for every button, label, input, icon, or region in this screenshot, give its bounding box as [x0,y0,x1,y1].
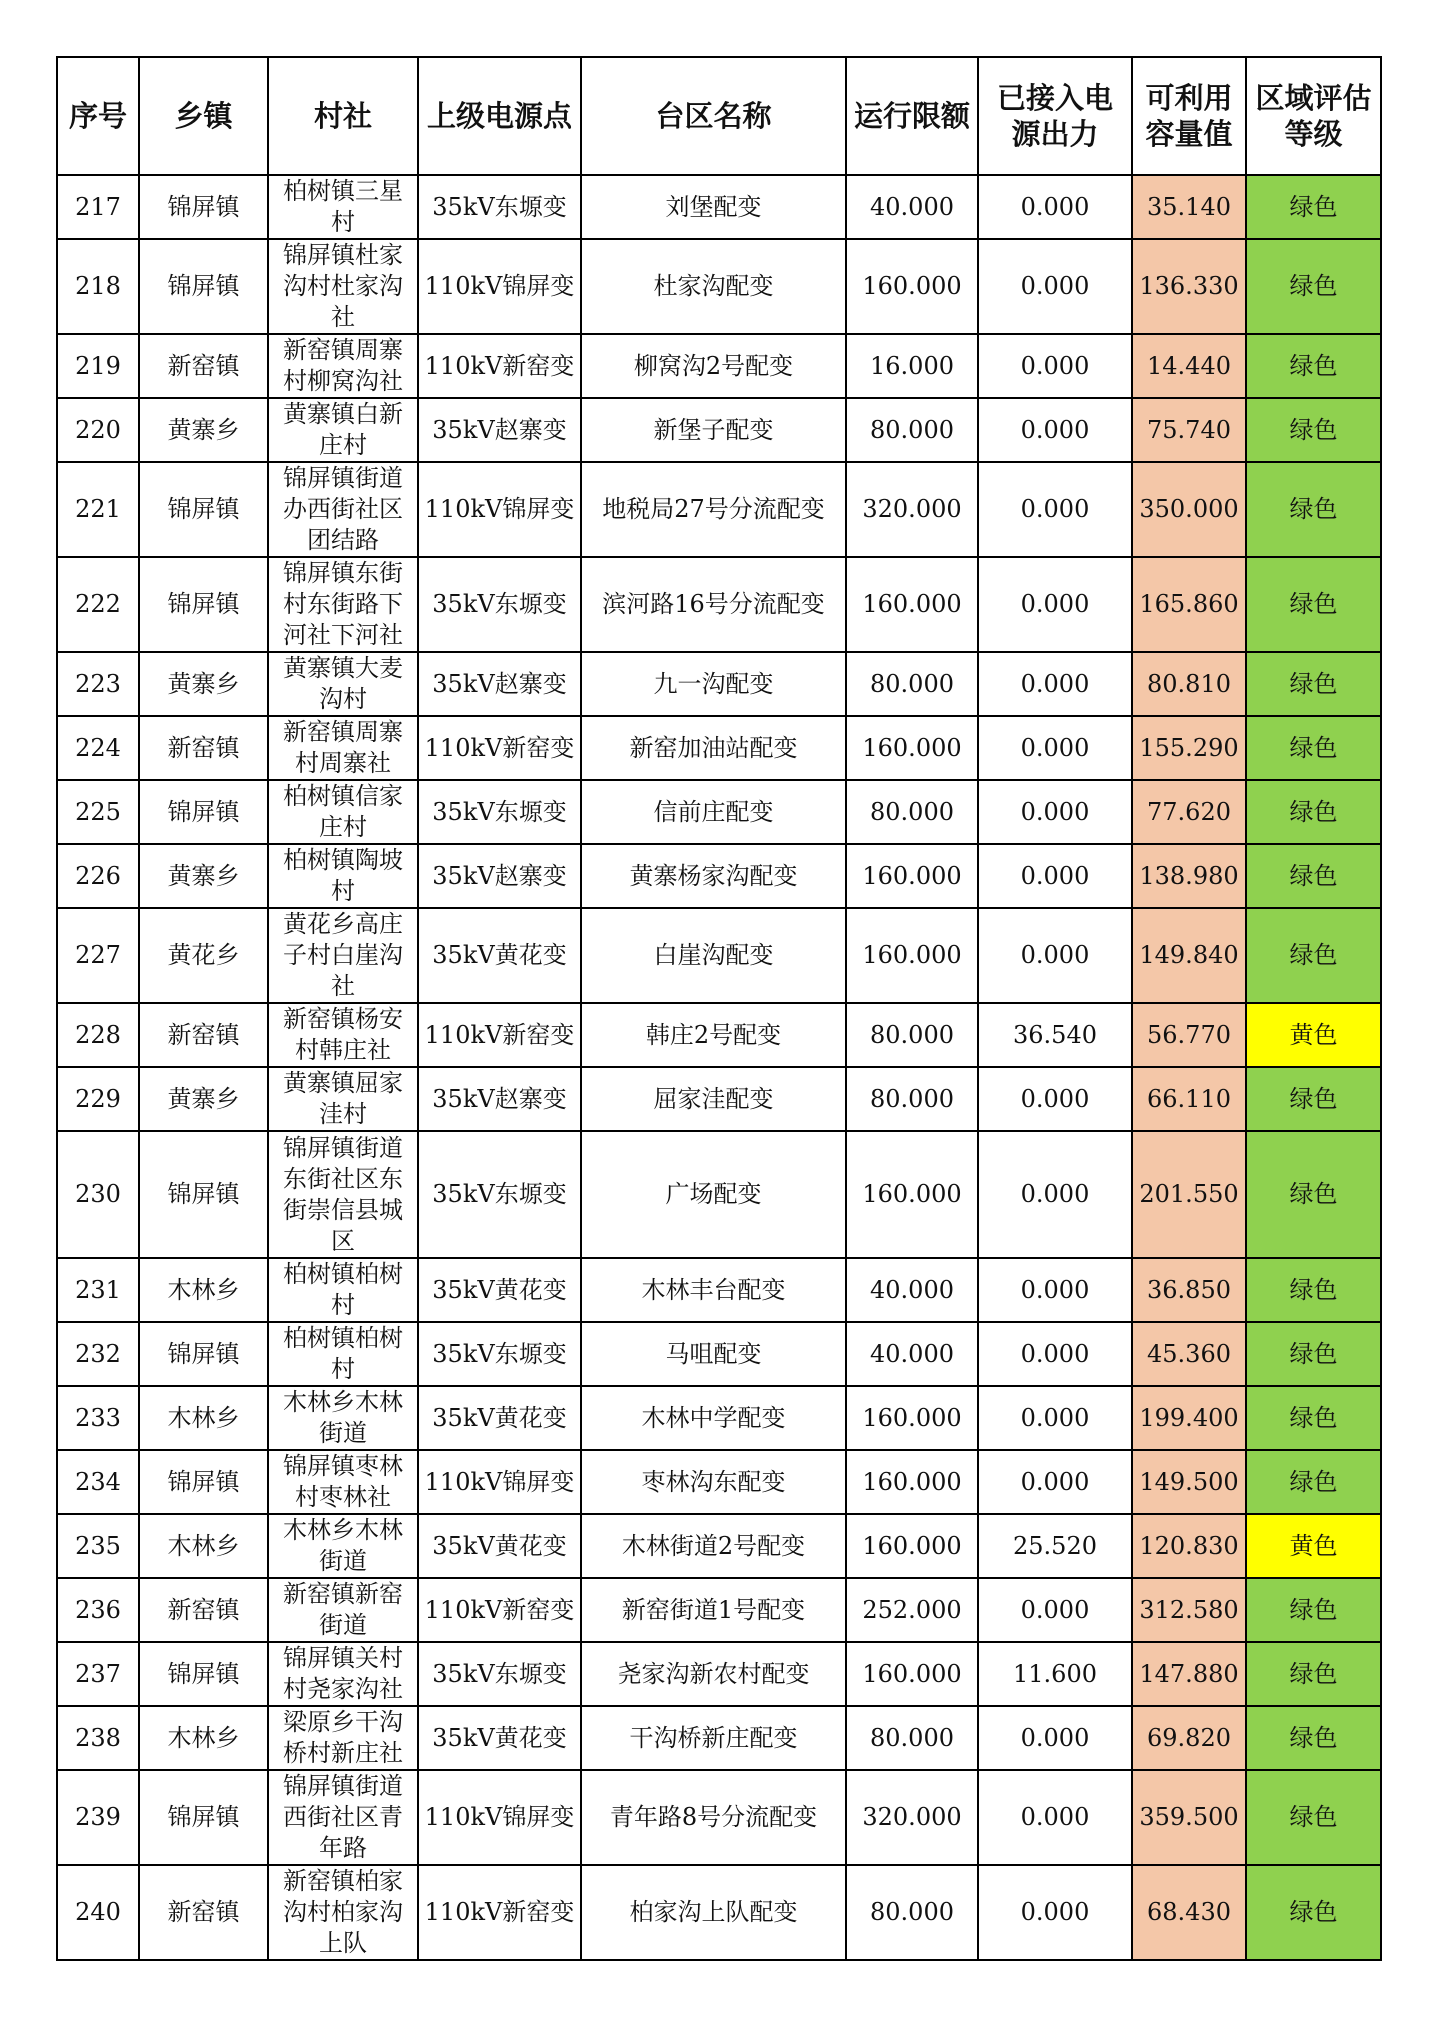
town-cell: 锦屏镇 [139,239,268,334]
header-grade: 区域评估等级 [1246,57,1381,175]
limit-cell: 160.000 [846,1386,978,1450]
source-cell: 35kV东塬变 [418,1131,581,1258]
source-cell: 35kV赵寨变 [418,398,581,462]
grade-cell: 绿色 [1246,557,1381,652]
area-name-cell: 新堡子配变 [581,398,846,462]
table-row [57,1865,1381,1960]
row-number: 225 [57,780,139,844]
town-cell: 新窑镇 [139,1003,268,1067]
output-cell: 0.000 [978,1450,1132,1514]
limit-cell: 40.000 [846,1258,978,1322]
source-cell: 35kV黄花变 [418,1386,581,1450]
table-row [57,780,1381,844]
limit-cell: 320.000 [846,1770,978,1865]
output-cell: 0.000 [978,716,1132,780]
capacity-cell: 199.400 [1132,1386,1246,1450]
village-cell: 锦屏镇枣林村枣林社 [268,1450,418,1514]
table-row [57,1450,1381,1514]
row-number: 230 [57,1131,139,1258]
row-number: 217 [57,175,139,239]
source-cell: 35kV赵寨变 [418,1067,581,1131]
source-cell: 110kV新窑变 [418,1003,581,1067]
output-cell: 0.000 [978,1258,1132,1322]
area-name-cell: 青年路8号分流配变 [581,1770,846,1865]
village-cell: 黄寨镇屈家洼村 [268,1067,418,1131]
area-name-cell: 黄寨杨家沟配变 [581,844,846,908]
village-cell: 锦屏镇街道办西街社区团结路 [268,462,418,557]
village-cell: 柏树镇柏树村 [268,1258,418,1322]
limit-cell: 160.000 [846,239,978,334]
area-name-cell: 枣林沟东配变 [581,1450,846,1514]
area-name-cell: 柳窝沟2号配变 [581,334,846,398]
limit-cell: 160.000 [846,844,978,908]
grade-cell: 绿色 [1246,1770,1381,1865]
town-cell: 新窑镇 [139,334,268,398]
limit-cell: 160.000 [846,1642,978,1706]
output-cell: 0.000 [978,175,1132,239]
capacity-table [56,56,1382,1961]
grade-cell: 绿色 [1246,1578,1381,1642]
table-row [57,1258,1381,1322]
grade-cell: 绿色 [1246,239,1381,334]
grade-cell: 绿色 [1246,175,1381,239]
table-row [57,334,1381,398]
header-source: 上级电源点 [418,57,581,175]
grade-cell: 绿色 [1246,462,1381,557]
village-cell: 新窑镇新窑街道 [268,1578,418,1642]
grade-cell: 绿色 [1246,1131,1381,1258]
capacity-cell: 165.860 [1132,557,1246,652]
source-cell: 110kV锦屏变 [418,1450,581,1514]
source-cell: 35kV东塬变 [418,175,581,239]
source-cell: 110kV锦屏变 [418,1770,581,1865]
output-cell: 0.000 [978,1386,1132,1450]
table-row [57,462,1381,557]
source-cell: 35kV东塬变 [418,557,581,652]
row-number: 235 [57,1514,139,1578]
town-cell: 木林乡 [139,1514,268,1578]
table-row [57,1131,1381,1258]
table-row [57,1386,1381,1450]
area-name-cell: 九一沟配变 [581,652,846,716]
town-cell: 锦屏镇 [139,462,268,557]
limit-cell: 320.000 [846,462,978,557]
grade-cell: 黄色 [1246,1514,1381,1578]
town-cell: 锦屏镇 [139,557,268,652]
header-row [57,57,1381,175]
limit-cell: 80.000 [846,1706,978,1770]
source-cell: 110kV锦屏变 [418,462,581,557]
grade-cell: 黄色 [1246,1003,1381,1067]
row-number: 236 [57,1578,139,1642]
capacity-cell: 201.550 [1132,1131,1246,1258]
grade-cell: 绿色 [1246,716,1381,780]
source-cell: 35kV黄花变 [418,1514,581,1578]
row-number: 219 [57,334,139,398]
table-row [57,844,1381,908]
output-cell: 0.000 [978,1865,1132,1960]
row-number: 232 [57,1322,139,1386]
capacity-cell: 155.290 [1132,716,1246,780]
limit-cell: 160.000 [846,1514,978,1578]
row-number: 229 [57,1067,139,1131]
capacity-cell: 147.880 [1132,1642,1246,1706]
limit-cell: 80.000 [846,780,978,844]
header-limit: 运行限额 [846,57,978,175]
town-cell: 新窑镇 [139,716,268,780]
area-name-cell: 新窑街道1号配变 [581,1578,846,1642]
grade-cell: 绿色 [1246,398,1381,462]
table-row [57,1322,1381,1386]
limit-cell: 80.000 [846,398,978,462]
village-cell: 黄寨镇白新庄村 [268,398,418,462]
source-cell: 35kV东塬变 [418,1642,581,1706]
row-number: 240 [57,1865,139,1960]
limit-cell: 40.000 [846,1322,978,1386]
header-village: 村社 [268,57,418,175]
header-output: 已接入电源出力 [978,57,1132,175]
header-capacity: 可利用容量值 [1132,57,1246,175]
limit-cell: 80.000 [846,652,978,716]
table-row [57,908,1381,1003]
limit-cell: 252.000 [846,1578,978,1642]
table-row [57,716,1381,780]
limit-cell: 160.000 [846,1450,978,1514]
output-cell: 0.000 [978,780,1132,844]
source-cell: 110kV新窑变 [418,1865,581,1960]
town-cell: 锦屏镇 [139,780,268,844]
capacity-cell: 75.740 [1132,398,1246,462]
row-number: 237 [57,1642,139,1706]
output-cell: 0.000 [978,398,1132,462]
table-row [57,239,1381,334]
town-cell: 锦屏镇 [139,1322,268,1386]
grade-cell: 绿色 [1246,1450,1381,1514]
area-name-cell: 白崖沟配变 [581,908,846,1003]
grade-cell: 绿色 [1246,780,1381,844]
capacity-cell: 36.850 [1132,1258,1246,1322]
output-cell: 0.000 [978,844,1132,908]
capacity-cell: 149.840 [1132,908,1246,1003]
capacity-cell: 56.770 [1132,1003,1246,1067]
capacity-cell: 35.140 [1132,175,1246,239]
source-cell: 35kV东塬变 [418,1322,581,1386]
capacity-cell: 136.330 [1132,239,1246,334]
table-row [57,1067,1381,1131]
table-row [57,652,1381,716]
grade-cell: 绿色 [1246,1067,1381,1131]
row-number: 221 [57,462,139,557]
capacity-cell: 138.980 [1132,844,1246,908]
village-cell: 锦屏镇关村村尧家沟社 [268,1642,418,1706]
capacity-cell: 77.620 [1132,780,1246,844]
village-cell: 木林乡木林街道 [268,1386,418,1450]
header-no: 序号 [57,57,139,175]
capacity-cell: 66.110 [1132,1067,1246,1131]
village-cell: 锦屏镇街道西街社区青年路 [268,1770,418,1865]
row-number: 218 [57,239,139,334]
capacity-cell: 45.360 [1132,1322,1246,1386]
output-cell: 0.000 [978,462,1132,557]
town-cell: 锦屏镇 [139,1450,268,1514]
town-cell: 新窑镇 [139,1865,268,1960]
grade-cell: 绿色 [1246,1642,1381,1706]
area-name-cell: 新窑加油站配变 [581,716,846,780]
limit-cell: 16.000 [846,334,978,398]
limit-cell: 80.000 [846,1003,978,1067]
village-cell: 锦屏镇街道东街社区东街崇信县城区 [268,1131,418,1258]
grade-cell: 绿色 [1246,1322,1381,1386]
capacity-cell: 149.500 [1132,1450,1246,1514]
village-cell: 木林乡木林街道 [268,1514,418,1578]
header-area: 台区名称 [581,57,846,175]
area-name-cell: 刘堡配变 [581,175,846,239]
source-cell: 35kV黄花变 [418,1706,581,1770]
area-name-cell: 韩庄2号配变 [581,1003,846,1067]
source-cell: 110kV锦屏变 [418,239,581,334]
source-cell: 35kV赵寨变 [418,652,581,716]
town-cell: 黄寨乡 [139,398,268,462]
limit-cell: 40.000 [846,175,978,239]
source-cell: 35kV黄花变 [418,1258,581,1322]
village-cell: 新窑镇周寨村柳窝沟社 [268,334,418,398]
table-row [57,398,1381,462]
area-name-cell: 滨河路16号分流配变 [581,557,846,652]
capacity-cell: 312.580 [1132,1578,1246,1642]
limit-cell: 160.000 [846,557,978,652]
area-name-cell: 杜家沟配变 [581,239,846,334]
village-cell: 黄花乡高庄子村白崖沟社 [268,908,418,1003]
village-cell: 新窑镇杨安村韩庄社 [268,1003,418,1067]
capacity-cell: 69.820 [1132,1706,1246,1770]
area-name-cell: 木林丰台配变 [581,1258,846,1322]
table-row [57,557,1381,652]
village-cell: 柏树镇三星村 [268,175,418,239]
village-cell: 新窑镇柏家沟村柏家沟上队 [268,1865,418,1960]
row-number: 226 [57,844,139,908]
village-cell: 柏树镇柏树村 [268,1322,418,1386]
source-cell: 35kV东塬变 [418,780,581,844]
row-number: 227 [57,908,139,1003]
output-cell: 0.000 [978,1578,1132,1642]
capacity-cell: 359.500 [1132,1770,1246,1865]
area-name-cell: 木林街道2号配变 [581,1514,846,1578]
output-cell: 11.600 [978,1642,1132,1706]
row-number: 222 [57,557,139,652]
limit-cell: 160.000 [846,1131,978,1258]
area-name-cell: 木林中学配变 [581,1386,846,1450]
grade-cell: 绿色 [1246,1386,1381,1450]
source-cell: 35kV黄花变 [418,908,581,1003]
village-cell: 柏树镇陶坡村 [268,844,418,908]
grade-cell: 绿色 [1246,1258,1381,1322]
table-row [57,1706,1381,1770]
source-cell: 110kV新窑变 [418,334,581,398]
output-cell: 0.000 [978,334,1132,398]
table-row [57,175,1381,239]
capacity-cell: 80.810 [1132,652,1246,716]
area-name-cell: 干沟桥新庄配变 [581,1706,846,1770]
limit-cell: 80.000 [846,1865,978,1960]
table-row [57,1514,1381,1578]
output-cell: 0.000 [978,239,1132,334]
town-cell: 木林乡 [139,1258,268,1322]
area-name-cell: 广场配变 [581,1131,846,1258]
grade-cell: 绿色 [1246,908,1381,1003]
table-row [57,1003,1381,1067]
table-row [57,1770,1381,1865]
source-cell: 35kV赵寨变 [418,844,581,908]
capacity-cell: 68.430 [1132,1865,1246,1960]
village-cell: 锦屏镇东街村东街路下河社下河社 [268,557,418,652]
output-cell: 0.000 [978,1322,1132,1386]
limit-cell: 160.000 [846,716,978,780]
output-cell: 36.540 [978,1003,1132,1067]
row-number: 228 [57,1003,139,1067]
town-cell: 锦屏镇 [139,1642,268,1706]
town-cell: 木林乡 [139,1386,268,1450]
row-number: 234 [57,1450,139,1514]
town-cell: 新窑镇 [139,1578,268,1642]
source-cell: 110kV新窑变 [418,1578,581,1642]
output-cell: 25.520 [978,1514,1132,1578]
header-town: 乡镇 [139,57,268,175]
area-name-cell: 信前庄配变 [581,780,846,844]
source-cell: 110kV新窑变 [418,716,581,780]
area-name-cell: 马咀配变 [581,1322,846,1386]
output-cell: 0.000 [978,1770,1132,1865]
output-cell: 0.000 [978,1706,1132,1770]
output-cell: 0.000 [978,557,1132,652]
area-name-cell: 地税局27号分流配变 [581,462,846,557]
area-name-cell: 屈家洼配变 [581,1067,846,1131]
row-number: 233 [57,1386,139,1450]
town-cell: 锦屏镇 [139,1131,268,1258]
town-cell: 锦屏镇 [139,1770,268,1865]
grade-cell: 绿色 [1246,1706,1381,1770]
village-cell: 新窑镇周寨村周寨社 [268,716,418,780]
limit-cell: 160.000 [846,908,978,1003]
village-cell: 锦屏镇杜家沟村杜家沟社 [268,239,418,334]
village-cell: 柏树镇信家庄村 [268,780,418,844]
grade-cell: 绿色 [1246,1865,1381,1960]
grade-cell: 绿色 [1246,844,1381,908]
grade-cell: 绿色 [1246,334,1381,398]
capacity-cell: 120.830 [1132,1514,1246,1578]
village-cell: 黄寨镇大麦沟村 [268,652,418,716]
row-number: 224 [57,716,139,780]
row-number: 231 [57,1258,139,1322]
town-cell: 黄寨乡 [139,844,268,908]
table-row [57,1642,1381,1706]
row-number: 223 [57,652,139,716]
output-cell: 0.000 [978,1067,1132,1131]
grade-cell: 绿色 [1246,652,1381,716]
limit-cell: 80.000 [846,1067,978,1131]
town-cell: 黄花乡 [139,908,268,1003]
town-cell: 锦屏镇 [139,175,268,239]
town-cell: 木林乡 [139,1706,268,1770]
output-cell: 0.000 [978,908,1132,1003]
output-cell: 0.000 [978,1131,1132,1258]
town-cell: 黄寨乡 [139,1067,268,1131]
row-number: 239 [57,1770,139,1865]
town-cell: 黄寨乡 [139,652,268,716]
capacity-cell: 350.000 [1132,462,1246,557]
row-number: 220 [57,398,139,462]
row-number: 238 [57,1706,139,1770]
area-name-cell: 尧家沟新农村配变 [581,1642,846,1706]
area-name-cell: 柏家沟上队配变 [581,1865,846,1960]
output-cell: 0.000 [978,652,1132,716]
village-cell: 梁原乡干沟桥村新庄社 [268,1706,418,1770]
capacity-cell: 14.440 [1132,334,1246,398]
table-row [57,1578,1381,1642]
